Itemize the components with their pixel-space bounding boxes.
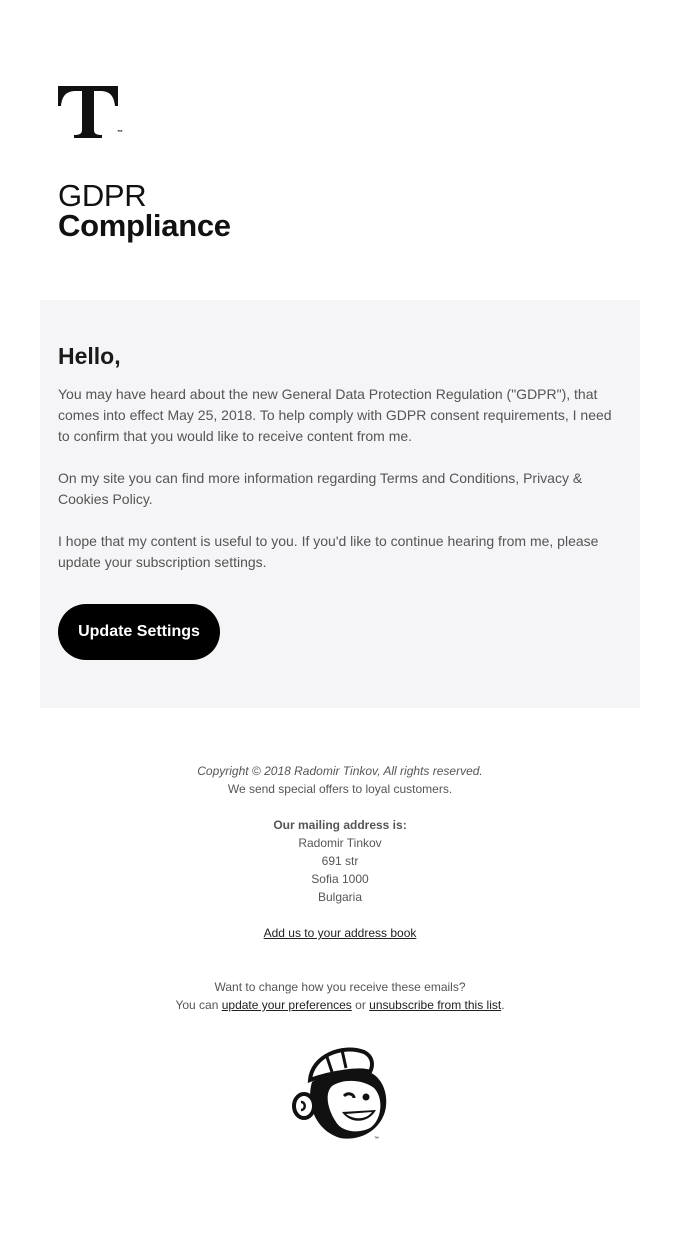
tagline-text: We send special offers to loyal customers.: [227, 782, 453, 796]
change-prompt: Want to change how you receive these emails?: [214, 980, 466, 994]
unsubscribe-link[interactable]: unsubscribe from this list: [369, 998, 502, 1012]
page-title-line1: GDPR: [58, 178, 147, 213]
address-line: Sofia 1000: [311, 872, 369, 886]
mailchimp-freddie-icon[interactable]: [292, 1042, 392, 1142]
page-title-line2: Compliance: [58, 208, 231, 243]
period-text: .: [501, 998, 505, 1012]
address-line: Bulgaria: [317, 890, 363, 904]
copyright-text: Copyright © 2018 Radomir Tinkov, All rights reserved.: [197, 764, 483, 778]
policy-paragraph: On my site you can find more information regarding Terms and Conditions, Privacy & Cookies Policy.: [58, 470, 583, 507]
content-card: [40, 300, 640, 708]
address-line: 691 str: [321, 854, 359, 868]
address-line: Radomir Tinkov: [298, 836, 382, 850]
email-footer: [0, 762, 680, 1014]
greeting-heading: Hello,: [58, 343, 121, 369]
closing-paragraph: I hope that my content is useful to you. If you'd like to continue hearing from me, please update your subscription settings.: [58, 533, 599, 570]
or-text: or: [351, 998, 370, 1012]
intro-paragraph: You may have heard about the new General Data Protection Regulation ("GDPR"), that comes into effect May 25, 2018. To help comply with GDPR consent requirements, I need to confirm that you would like to receive content from me.: [58, 386, 612, 444]
update-settings-button[interactable]: Update Settings: [58, 604, 220, 660]
trademark-symbol: ™: [117, 130, 123, 136]
you-can-text: You can: [175, 998, 222, 1012]
svg-text:™: ™: [374, 1136, 379, 1142]
preferences-line: [0, 996, 680, 1014]
serif-t-logo-icon: [58, 86, 118, 138]
address-title: Our mailing address is:: [273, 818, 407, 832]
page-title: [58, 180, 231, 242]
address-book-link[interactable]: Add us to your address book: [263, 926, 417, 940]
update-preferences-link[interactable]: update your preferences: [221, 998, 352, 1012]
